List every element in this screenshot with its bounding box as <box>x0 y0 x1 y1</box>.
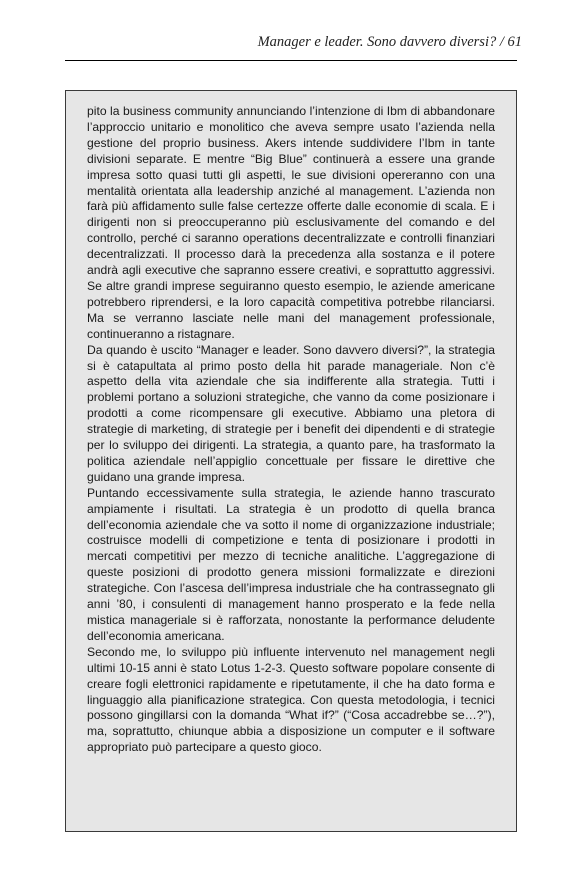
paragraph-2: Da quando è uscito “Manager e leader. Sono davvero diversi?”, la strategia si è catapultata al primo posto della hit parade manageriale. Non c’è aspetto della vita aziendale che sia indifferente alla strategia. Tutti i problemi portano a soluzioni strategiche, che vanno da come posizionare i prodotti a come ricompensare gli executive. Abbiamo una pletora di strategie di marketing, di strategie per i benefit dei dipendenti e di strategie per lo sviluppo dei dirigenti. La strategia, a quanto pare, ha trasformato la politica aziendale nell’appiglio concettuale per fissare le direttive che guidano una grande impresa. <box>87 342 495 484</box>
paragraph-3: Puntando eccessivamente sulla strategia, le aziende hanno trascurato ampiamente i risultati. La strategia è un prodotto di quella branca dell’economia aziendale che va sotto il nome di organizzazione industriale; costruisce modelli di competizione e tenta di posizionare i prodotti in mercati competitivi per mezzo di tecniche analitiche. L’aggregazione di queste posizioni di prodotto genera missioni formalizzate e direzioni strategiche. Con l’ascesa dell’impresa industriale che ha contrassegnato gli anni ’80, i consulenti di management hanno prosperato e la fede nella mistica manageriale si è rafforzata, nonostante la performance deludente dell’economia americana. <box>87 485 495 643</box>
paragraph-1: pito la business community annunciando l’intenzione di Ibm di abbandonare l’approccio unitario e monolitico che aveva sempre usato l’azienda nella gestione del proprio business. Akers intende suddividere l’Ibm in tante divisioni separate. E mentre “Big Blue” continuerà a essere una grande impresa sotto quasi tutti gli aspetti, le sue divisioni opereranno con una mentalità orientata alla leadership anziché al management. L’azienda non farà più affidamento sulle false certezze offerte dalle economie di scala. E i dirigenti non si preoccuperanno più esclusivamente del comando e del controllo, perché ci saranno operations decentralizzate e controlli finanziari decentralizzati. Il processo darà la precedenza alla sostanza e il potere andrà agli executive che sapranno essere creativi, e soprattutto aggressivi. Se altre grandi imprese seguiranno questo esempio, le aziende americane potrebbero riprendersi, e la loro capacità competitiva potrebbe rilanciarsi. Ma se verranno lasciate nelle mani del management professionale, continueranno a ristagnare. <box>87 104 495 341</box>
text-box <box>65 90 517 832</box>
header-rule <box>65 60 517 61</box>
running-head: Manager e leader. Sono davvero diversi? / 61 <box>257 34 522 50</box>
paragraph-4: Secondo me, lo sviluppo più influente intervenuto nel management negli ultimi 10-15 anni è stato Lotus 1-2-3. Questo software popolare consente di creare fogli elettronici rapidamente e ripetutamente, il che ha dato forma e linguaggio alla pianificazione strategica. Con questa metodologia, i tecnici possono gingillarsi con la domanda “What if?” (“Cosa accadrebbe se…?”), ma, soprattutto, chiunque abbia a disposizione un computer e il software appropriato può partecipare a questo gioco. <box>87 644 495 755</box>
